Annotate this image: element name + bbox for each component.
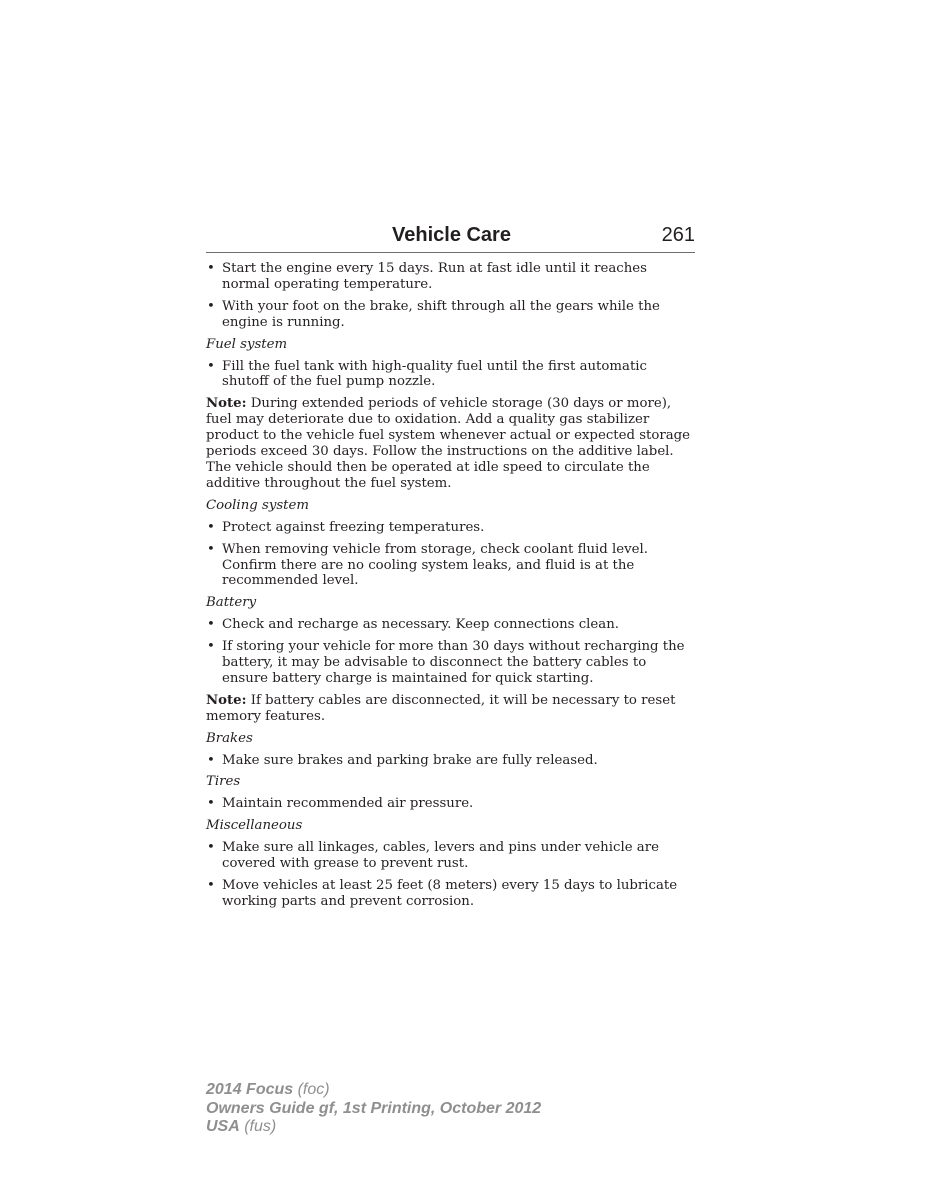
list-item bbox=[206, 542, 696, 590]
bullet-icon: • bbox=[207, 752, 215, 768]
note-paragraph bbox=[206, 693, 696, 725]
list-item-text: Check and recharge as necessary. Keep connections clean. bbox=[222, 617, 620, 633]
footer-line-model bbox=[206, 1081, 541, 1100]
list-item bbox=[206, 261, 696, 293]
list-item bbox=[206, 639, 696, 687]
list-item-text: With your foot on the brake, shift through all the gears while the engine is running. bbox=[222, 298, 660, 330]
footer-model: 2014 Focus bbox=[206, 1081, 294, 1098]
bullet-icon: • bbox=[207, 617, 215, 633]
cooling-system-heading: Cooling system bbox=[206, 497, 309, 513]
page-header bbox=[206, 222, 695, 253]
fuel-system-heading: Fuel system bbox=[206, 336, 288, 352]
bullet-icon: • bbox=[207, 541, 215, 557]
list-item-text: Make sure brakes and parking brake are fully released. bbox=[222, 752, 598, 768]
bullet-icon: • bbox=[207, 639, 215, 655]
brakes-heading: Brakes bbox=[206, 730, 253, 746]
note-label: Note: bbox=[206, 692, 247, 708]
list-item bbox=[206, 878, 696, 910]
list-item-text: Start the engine every 15 days. Run at fast idle until it reaches normal operating temperature. bbox=[222, 261, 647, 292]
list-item bbox=[206, 617, 696, 633]
bullet-icon: • bbox=[207, 358, 215, 374]
note-text: If battery cables are disconnected, it will be necessary to reset memory features. bbox=[206, 692, 676, 724]
list-item-text: Maintain recommended air pressure. bbox=[222, 796, 474, 812]
list-item bbox=[206, 299, 696, 331]
list-item-text: If storing your vehicle for more than 30 days without recharging the battery, it may be advisable to disconnect the battery cables to ensure battery charge is maintained for quick starting. bbox=[222, 639, 685, 686]
list-item bbox=[206, 753, 696, 769]
page-footer bbox=[206, 1081, 541, 1137]
list-item bbox=[206, 359, 696, 391]
list-item-text: Make sure all linkages, cables, levers and pins under vehicle are covered with grease to prevent rust. bbox=[222, 840, 659, 872]
note-label: Note: bbox=[206, 396, 247, 412]
list-item-text: Move vehicles at least 25 feet (8 meters) every 15 days to lubricate working parts and prevent corrosion. bbox=[222, 878, 678, 909]
list-item bbox=[206, 520, 696, 536]
note-text: During extended periods of vehicle storage (30 days or more), fuel may deteriorate due to oxidation. Add a quality gas stabilizer product to the vehicle fuel system whenever actual or expected storage periods exceed 30 days. Follow the instructions on the additive label. The vehicle should then be operated at idle speed to circulate the additive throughout the fuel system. bbox=[206, 396, 691, 491]
footer-model-code: (foc) bbox=[293, 1081, 330, 1098]
list-item bbox=[206, 796, 696, 812]
bullet-icon: • bbox=[207, 298, 215, 314]
bullet-icon: • bbox=[207, 840, 215, 856]
tires-heading: Tires bbox=[206, 774, 241, 790]
page-number: 261 bbox=[661, 224, 695, 246]
battery-heading: Battery bbox=[206, 595, 257, 611]
footer-market-code: (fus) bbox=[239, 1118, 277, 1135]
page-content bbox=[206, 261, 696, 916]
miscellaneous-heading: Miscellaneous bbox=[206, 818, 303, 834]
section-title: Vehicle Care bbox=[392, 224, 511, 246]
bullet-icon: • bbox=[207, 261, 215, 276]
footer-line-market bbox=[206, 1118, 541, 1137]
bullet-icon: • bbox=[207, 878, 215, 893]
bullet-icon: • bbox=[207, 519, 215, 535]
footer-market: USA bbox=[206, 1118, 240, 1135]
footer-printing: Owners Guide gf, 1st Printing, October 2012 bbox=[206, 1099, 542, 1117]
list-item-text: Fill the fuel tank with high-quality fuel until the first automatic shutoff of the fuel pump nozzle. bbox=[222, 358, 647, 390]
note-paragraph bbox=[206, 396, 696, 491]
list-item-text: When removing vehicle from storage, check coolant fluid level. Confirm there are no cooling system leaks, and fluid is at the recommended level. bbox=[222, 541, 648, 589]
list-item bbox=[206, 840, 696, 872]
bullet-icon: • bbox=[207, 796, 215, 812]
list-item-text: Protect against freezing temperatures. bbox=[222, 519, 485, 535]
